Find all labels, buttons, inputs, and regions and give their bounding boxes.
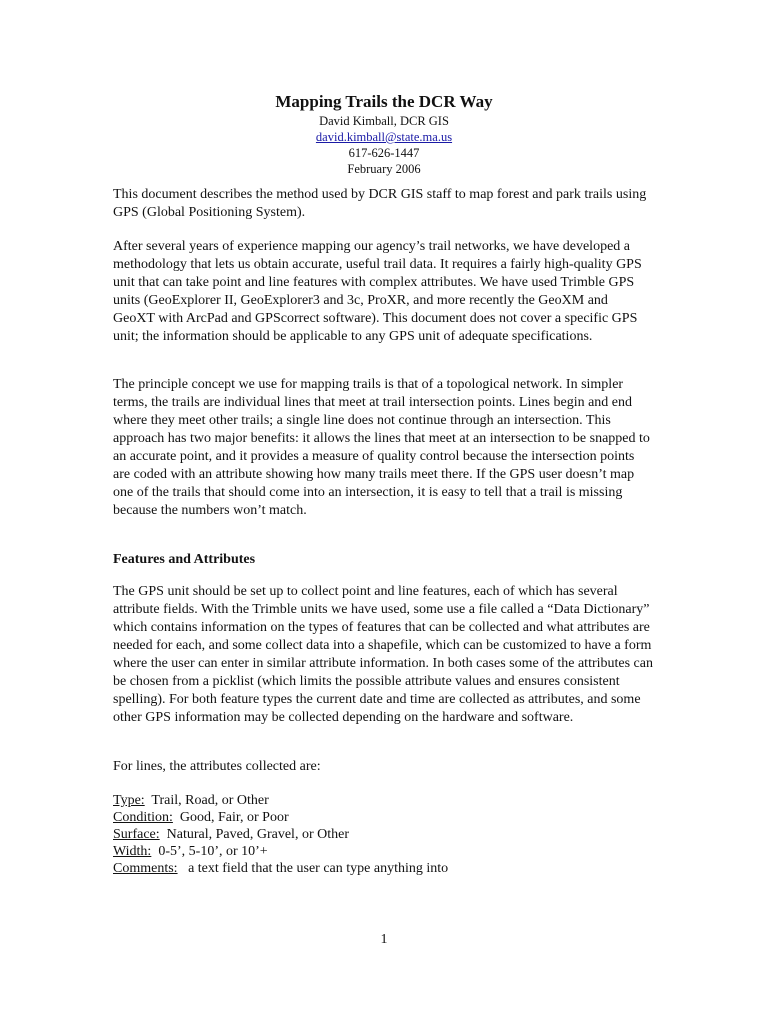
attribute-name: Comments:	[113, 861, 178, 876]
section-paragraph-1: The GPS unit should be set up to collect point and line features, each of which has several attribute fields. With the Trimble units we have used, some use a file called a “Data Dictionary” which contains information on the types of features that can be collected and what attributes are needed for each, and some collect data into a shapefile, which can be customized to have a form where the user can enter in similar attribute information. In both cases some of the attributes can be chosen from a picklist (which limits the possible attribute values and ensures consistent spelling). For both feature types the current date and time are collected as attributes, and some other GPS information may be collected depending on the hardware and software.	[113, 584, 653, 725]
attribute-value: Trail, Road, or Other	[144, 793, 269, 808]
phone-line: 617-626-1447	[348, 146, 420, 160]
attribute-value: a text field that the user can type anything into	[177, 861, 449, 876]
author-line: David Kimball, DCR GIS	[319, 114, 449, 128]
document-title: Mapping Trails the DCR Way	[275, 92, 493, 111]
attribute-line-condition	[113, 809, 653, 826]
attribute-name: Width:	[113, 844, 152, 859]
attribute-value: Good, Fair, or Poor	[172, 810, 289, 825]
attribute-line-surface	[113, 826, 653, 843]
attribute-name: Surface:	[113, 827, 160, 842]
attribute-name: Type:	[113, 793, 145, 808]
email-line	[0, 129, 768, 145]
document-header	[0, 91, 768, 177]
date-line: February 2006	[347, 162, 421, 176]
lines-intro: For lines, the attributes collected are:	[113, 759, 321, 774]
intro-paragraph-3: The principle concept we use for mapping trails is that of a topological network. In simpler terms, the trails are individual lines that meet at trail intersection points. Lines begin and end where they meet other trails; a single line does not continue through an intersection. This approach has two major benefits: it allows the lines that meet at an intersection to be snapped to an accurate point, and it provides a measure of quality control because the intersection points are coded with an attribute showing how many trails meet there. If the GPS user doesn’t map one of the trails that should come into an intersection, it is easy to tell that a trail is missing because the numbers won’t match.	[113, 377, 650, 518]
attribute-line-type	[113, 792, 653, 809]
intro-paragraph-1: This document describes the method used by DCR GIS staff to map forest and park trails using GPS (Global Positioning System).	[113, 187, 647, 220]
attribute-value: 0-5’, 5-10’, or 10’+	[151, 844, 268, 859]
intro-paragraph-2: After several years of experience mapping our agency’s trail networks, we have developed a methodology that lets us obtain accurate, useful trail data. It requires a fairly high-quality GPS unit that can take point and line features with complex attributes. We have used Trimble GPS units (GeoExplorer II, GeoExplorer3 and 3c, ProXR, and more recently the GeoXM and GeoXT with ArcPad and GPScorrect software). This document does not cover a specific GPS unit; the information should be applicable to any GPS unit of adequate specifications.	[113, 239, 642, 344]
attribute-line-width	[113, 843, 653, 860]
section-heading: Features and Attributes	[113, 552, 256, 567]
email-link[interactable]: david.kimball@state.ma.us	[315, 130, 453, 144]
page-number: 1	[380, 932, 388, 947]
attribute-name: Condition:	[113, 810, 173, 825]
attribute-value: Natural, Paved, Gravel, or Other	[159, 827, 349, 842]
attribute-line-comments	[113, 860, 653, 877]
